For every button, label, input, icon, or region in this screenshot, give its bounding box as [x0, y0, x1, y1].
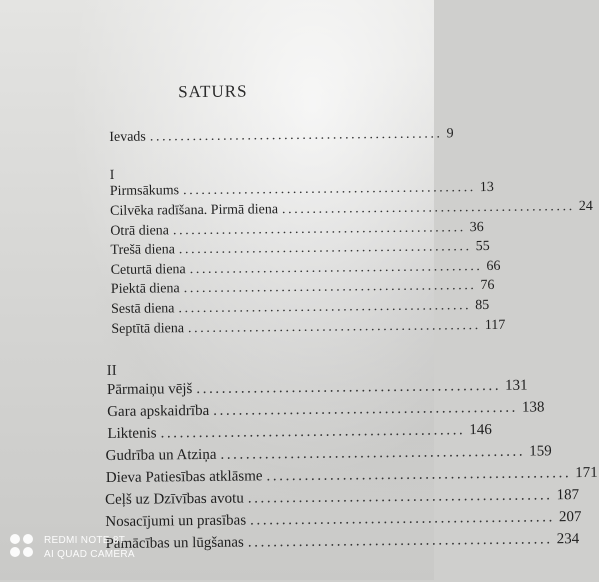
- toc-entry-page: 85: [475, 297, 490, 314]
- toc-entry: [107, 421, 492, 442]
- toc-entry-page: 66: [486, 258, 501, 274]
- toc-entry-label: Pamācības un lūgšanas: [105, 534, 244, 553]
- toc-entry-page: 76: [480, 277, 495, 294]
- toc-entry-page: 187: [556, 487, 580, 504]
- toc-entry-page: 24: [578, 198, 593, 215]
- leader-dots: ................................................: [266, 465, 572, 485]
- part-heading-ii: II: [106, 362, 117, 379]
- page-title: SATURS: [178, 81, 248, 102]
- toc-entry-label: Pirmsākums: [109, 183, 180, 199]
- toc-entry-page: 146: [469, 421, 492, 439]
- toc-entry-label: Cilvēka radīšana. Pirmā diena: [109, 202, 279, 219]
- toc-entry-page: 13: [479, 179, 494, 196]
- toc-entry-label: Sestā diena: [111, 301, 175, 317]
- toc-entry-page: 207: [558, 509, 582, 526]
- toc-entry: [105, 464, 598, 487]
- toc-entry-label: Piektā diena: [110, 281, 180, 297]
- toc-entry-page: 234: [556, 531, 580, 548]
- toc-entry-label: Septītā diena: [111, 321, 185, 337]
- toc-entry-label: Liktenis: [107, 425, 157, 442]
- toc-entry-page: 55: [475, 238, 490, 255]
- toc-entry: [105, 509, 582, 531]
- toc-entry-label: Pārmaiņu vējš: [106, 381, 193, 398]
- leader-dots: ................................................: [183, 180, 476, 199]
- toc-entry: [109, 198, 593, 221]
- toc-entry: [110, 220, 484, 241]
- leader-dots: ................................................: [213, 399, 519, 419]
- toc-entry: [105, 487, 580, 509]
- toc-entry: [110, 238, 490, 260]
- toc-entry-label: Otrā diena: [110, 223, 170, 239]
- leader-dots: ................................................: [196, 377, 502, 398]
- toc-entry: [110, 258, 501, 280]
- toc-entry-label: Gara apskaidrība: [107, 402, 210, 420]
- leader-dots: ................................................: [250, 509, 556, 529]
- toc-entry-page: 159: [529, 443, 552, 460]
- leader-dots: ................................................: [183, 278, 477, 297]
- toc-entry: [110, 277, 495, 299]
- toc-entry-label: Ceļš uz Dzīvības avotu: [105, 490, 244, 509]
- toc-entry-page: 117: [484, 317, 506, 334]
- leader-dots: ................................................: [178, 298, 472, 317]
- leader-dots: ................................................: [247, 487, 553, 507]
- quad-camera-icon: [10, 534, 38, 562]
- toc-entry-intro: [109, 126, 454, 147]
- toc-entry-label: Ievads: [109, 129, 146, 145]
- toc-entry: [111, 317, 506, 339]
- toc-entry-label: Trešā diena: [110, 242, 175, 258]
- toc-entry-label: Dieva Patiesības atklāsme: [105, 468, 263, 486]
- leader-dots: ................................................: [247, 531, 553, 551]
- leader-dots: ................................................: [172, 220, 466, 239]
- toc-entry: [105, 443, 552, 465]
- toc-entry-label: Gudrība un Atziņa: [105, 446, 217, 464]
- toc-entry: [106, 377, 528, 398]
- leader-dots: ................................................: [149, 126, 443, 145]
- camera-watermark: [10, 532, 160, 572]
- toc-entry-page: 171: [575, 464, 598, 482]
- leader-dots: ................................................: [178, 239, 472, 258]
- toc-entry: [109, 179, 494, 201]
- toc-entry-page: 36: [469, 220, 484, 236]
- toc-entry-page: 138: [521, 399, 545, 416]
- leader-dots: ................................................: [160, 422, 466, 442]
- toc-entry: [111, 297, 490, 319]
- leader-dots: ................................................: [220, 443, 526, 463]
- leader-dots: ................................................: [189, 259, 483, 278]
- toc-entry: [107, 399, 545, 420]
- toc-entry-page: 131: [505, 377, 528, 394]
- leader-dots: ................................................: [187, 318, 481, 337]
- leader-dots: ................................................: [281, 199, 575, 218]
- watermark-line-2: AI QUAD CAMERA: [44, 549, 135, 560]
- watermark-line-1: REDMI NOTE 8T: [44, 535, 126, 546]
- toc-entry-label: Nosacījumi un prasības: [105, 512, 247, 531]
- part-heading-i: I: [109, 167, 115, 183]
- toc-entry-label: Ceturtā diena: [110, 262, 186, 278]
- toc-entry-page: 9: [446, 126, 454, 142]
- watermark-text: [44, 534, 135, 562]
